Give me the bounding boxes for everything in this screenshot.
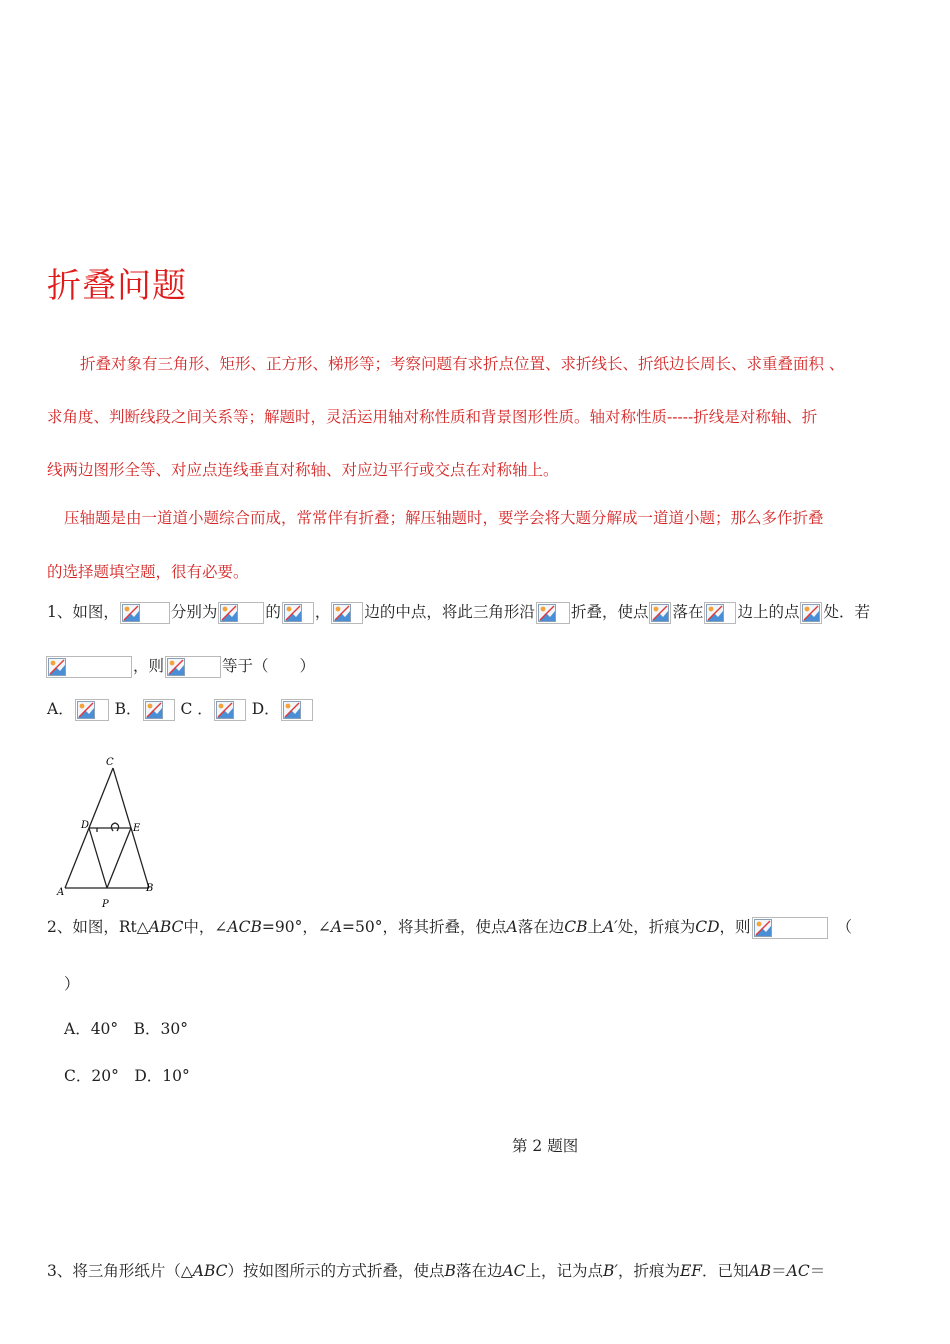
q1-text: 的 bbox=[265, 603, 281, 621]
q2-text: （ bbox=[836, 918, 853, 936]
broken-image-icon bbox=[216, 701, 234, 719]
q2-text: 2、如图，Rt△ bbox=[47, 918, 149, 936]
broken-image-icon bbox=[706, 604, 724, 622]
intro-line-3: 线两边图形全等、对应点连线垂直对称轴、对应边平行或交点在对称轴上。 bbox=[47, 461, 559, 479]
q2-text: =50°，将其折叠，使点 bbox=[342, 918, 507, 936]
formula-image bbox=[331, 602, 363, 624]
q1-text: ， bbox=[314, 603, 331, 621]
q1-text: 边上的点 bbox=[737, 603, 800, 621]
q2-italic: ABC bbox=[148, 918, 184, 936]
q3-italic: ABC bbox=[192, 1262, 228, 1280]
segment-ep bbox=[107, 828, 131, 888]
intro-line-5: 的选择题填空题，很有必要。 bbox=[47, 563, 249, 581]
q1-text: 1、如图， bbox=[47, 603, 119, 621]
label-e: E bbox=[133, 823, 141, 834]
option-a-image bbox=[75, 699, 109, 721]
option-d-image bbox=[281, 699, 313, 721]
label-p: P bbox=[102, 899, 109, 910]
q3-text: ＝ bbox=[771, 1262, 787, 1280]
intro-line-1: 折叠对象有三角形、矩形、正方形、梯形等；考察问题有求折点位置、求折线长、折纸边长周长、求重叠面积 、 bbox=[80, 355, 845, 373]
q2-italic: A bbox=[330, 918, 343, 936]
broken-image-icon bbox=[220, 604, 238, 622]
q3-italic: B bbox=[444, 1262, 456, 1280]
formula-image bbox=[704, 602, 736, 624]
q1-text: ，则 bbox=[133, 657, 165, 675]
q1-line-2 bbox=[45, 654, 315, 678]
q2-italic: A′ bbox=[602, 918, 618, 936]
intro-line-2: 求角度、判断线段之间关系等；解题时，灵活运用轴对称性质和背景图形性质。轴对称性质-----折线是对称轴、折 bbox=[47, 408, 818, 426]
q2-italic: ACB bbox=[227, 918, 262, 936]
q1-options bbox=[47, 697, 314, 721]
q2-italic: A bbox=[506, 918, 518, 936]
q2-line-1 bbox=[47, 915, 852, 939]
option-c-label: C ． bbox=[180, 700, 213, 718]
q2-bracket-close: ） bbox=[64, 975, 80, 993]
formula-image bbox=[282, 602, 314, 624]
q1-text: 处．若 bbox=[823, 603, 870, 621]
intro-line-4: 压轴题是由一道道小题综合而成，常常伴有折叠；解压轴题时，要学会将大题分解成一道道小题；那么多作折叠 bbox=[64, 509, 824, 527]
q1-triangle-figure bbox=[55, 752, 165, 912]
q3-text: ．已知 bbox=[702, 1262, 749, 1280]
formula-image bbox=[120, 602, 170, 624]
broken-image-icon bbox=[802, 604, 820, 622]
q2-figure-caption: 第 2 题图 bbox=[512, 1137, 579, 1155]
label-a: A bbox=[57, 887, 65, 898]
q3-text: ）按如图所示的方式折叠，使点 bbox=[227, 1262, 445, 1280]
broken-image-icon bbox=[145, 701, 163, 719]
fold-arrow bbox=[111, 823, 118, 831]
option-c-image bbox=[214, 699, 246, 721]
option-a-label: A． bbox=[47, 700, 74, 718]
q2-italic: CB bbox=[564, 918, 588, 936]
broken-image-icon bbox=[284, 604, 302, 622]
broken-image-icon bbox=[754, 919, 772, 937]
broken-image-icon bbox=[333, 604, 351, 622]
q2-options-1: A．40° B．30° bbox=[64, 1020, 189, 1038]
q3-text: ，折痕为 bbox=[617, 1262, 680, 1280]
q3-italic: B′ bbox=[603, 1262, 618, 1280]
option-b-label: B． bbox=[114, 700, 142, 718]
q2-text: 中，∠ bbox=[183, 918, 228, 936]
q3-italic: AC bbox=[502, 1262, 526, 1280]
q2-text: 处，折痕为 bbox=[617, 918, 696, 936]
q1-line-1 bbox=[47, 600, 870, 624]
broken-image-icon bbox=[167, 658, 185, 676]
option-b-image bbox=[143, 699, 175, 721]
q2-options-2: C．20° D．10° bbox=[64, 1067, 190, 1085]
label-d: D bbox=[81, 820, 90, 831]
formula-image bbox=[800, 602, 822, 624]
broken-image-icon bbox=[538, 604, 556, 622]
formula-image bbox=[752, 917, 828, 939]
q2-italic: CD bbox=[695, 918, 720, 936]
q1-text: 落在 bbox=[672, 603, 704, 621]
formula-image bbox=[165, 656, 221, 678]
q1-text: 分别为 bbox=[170, 603, 218, 621]
q2-text: 落在边 bbox=[517, 918, 565, 936]
formula-image bbox=[649, 602, 671, 624]
q3-text: 落在边 bbox=[455, 1262, 503, 1280]
q3-text: ＝ bbox=[809, 1262, 826, 1280]
label-c: C bbox=[106, 757, 114, 768]
q3-text: 3、将三角形纸片（△ bbox=[47, 1262, 193, 1280]
broken-image-icon bbox=[651, 604, 669, 622]
q3-italic: EF bbox=[679, 1262, 703, 1280]
q3-italic: AC bbox=[786, 1262, 810, 1280]
formula-image bbox=[218, 602, 264, 624]
broken-image-icon bbox=[48, 658, 66, 676]
segment-dp bbox=[89, 828, 107, 888]
broken-image-icon bbox=[77, 701, 95, 719]
broken-image-icon bbox=[283, 701, 301, 719]
q1-text: 边的中点，将此三角形沿 bbox=[364, 603, 535, 621]
option-d-label: D． bbox=[251, 700, 280, 718]
formula-image bbox=[46, 656, 132, 678]
q1-text: 折叠，使点 bbox=[570, 603, 649, 621]
page-title: 折叠问题 bbox=[47, 266, 187, 306]
q3-line-1 bbox=[47, 1259, 825, 1281]
q3-text: 上，记为点 bbox=[525, 1262, 604, 1280]
q2-text: =90°，∠ bbox=[261, 918, 331, 936]
label-b: B bbox=[146, 883, 154, 894]
q1-text: 等于（ ） bbox=[222, 657, 316, 675]
q2-text: ，则 bbox=[719, 918, 751, 936]
q2-text: 上 bbox=[587, 918, 603, 936]
q3-italic: AB bbox=[748, 1262, 772, 1280]
broken-image-icon bbox=[122, 604, 140, 622]
formula-image bbox=[536, 602, 570, 624]
